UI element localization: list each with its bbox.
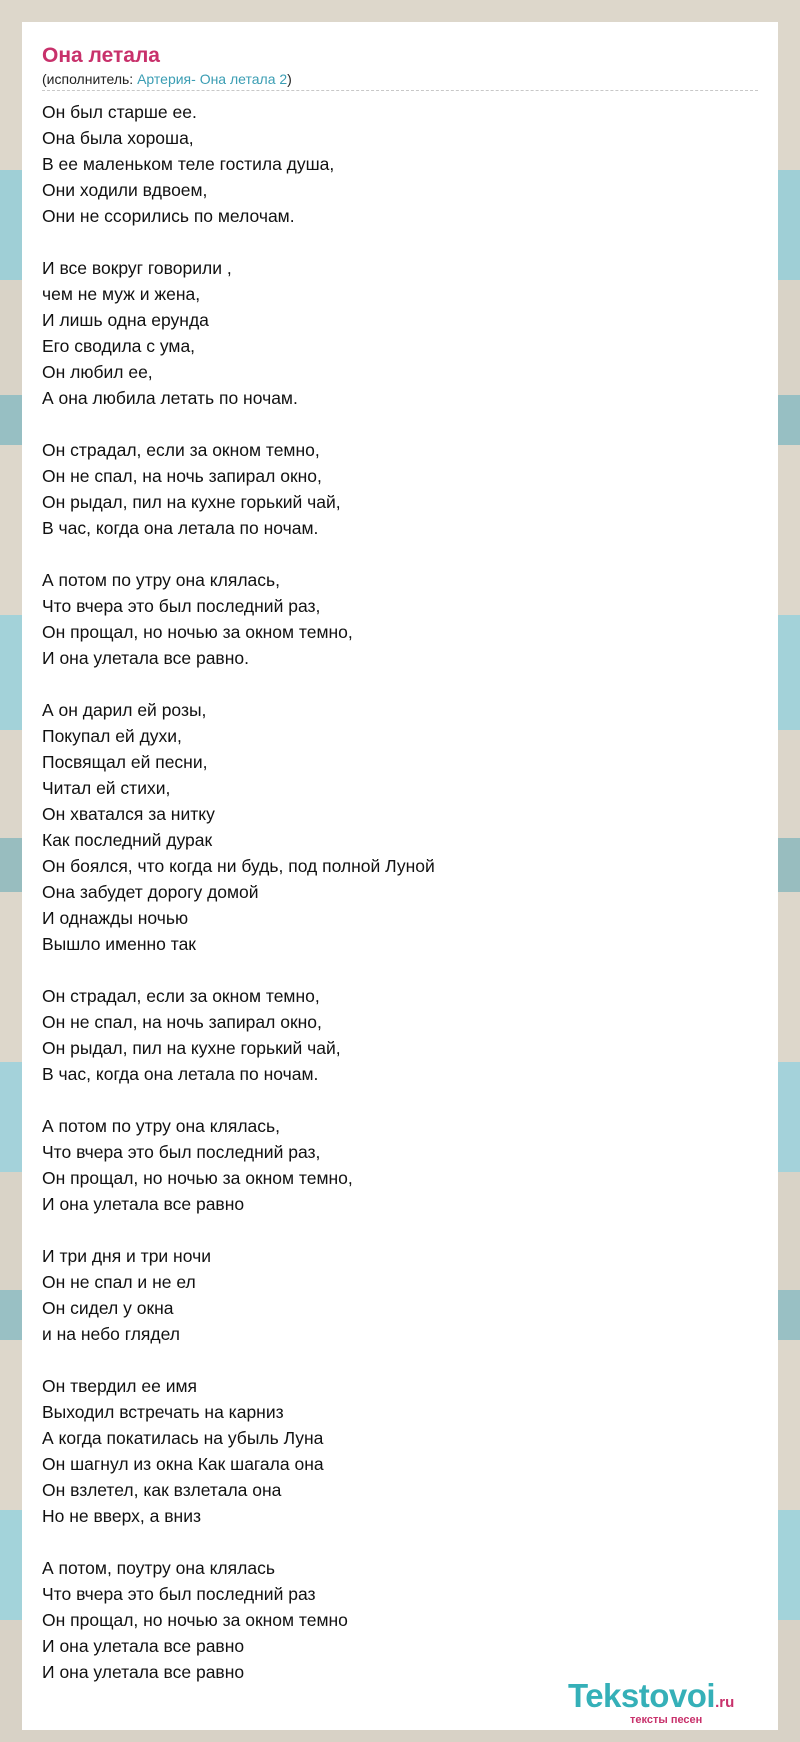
lyrics-line: И все вокруг говорили , xyxy=(42,258,232,278)
lyrics-line: И она улетала все равно xyxy=(42,1636,245,1656)
lyrics-line: Он боялся, что когда ни будь, под полной Луной xyxy=(42,856,435,876)
lyrics-line: И она улетала все равно. xyxy=(42,648,249,668)
lyrics-line: Он прощал, но ночью за окном темно, xyxy=(42,622,353,642)
performer-suffix: ) xyxy=(287,71,292,87)
lyrics-line: Он прощал, но ночью за окном темно, xyxy=(42,1168,353,1188)
logo-brand-text: Tekstovoi xyxy=(568,1677,716,1714)
lyrics-line: Он страдал, если за окном темно, xyxy=(42,986,320,1006)
lyrics-line: Покупал ей духи, xyxy=(42,726,182,746)
lyrics-line: Он рыдал, пил на кухне горький чай, xyxy=(42,492,341,512)
lyrics-line: Она была хороша, xyxy=(42,128,194,148)
song-title: Она летала xyxy=(42,44,160,67)
performer-line xyxy=(42,70,758,88)
lyrics-line: Они не ссорились по мелочам. xyxy=(42,206,295,226)
lyrics-stanza xyxy=(42,99,758,229)
lyrics-line: Он прощал, но ночью за окном темно xyxy=(42,1610,348,1630)
lyrics-line: Он хватался за нитку xyxy=(42,804,215,824)
lyrics-line: Он твердил ее имя xyxy=(42,1376,197,1396)
lyrics-line: Что вчера это был последний раз, xyxy=(42,1142,321,1162)
lyrics-stanza xyxy=(42,697,758,957)
lyrics-stanza xyxy=(42,437,758,541)
lyrics-line: И она улетала все равно xyxy=(42,1194,245,1214)
lyrics-line: Как последний дурак xyxy=(42,830,213,850)
lyrics-card xyxy=(22,22,778,1730)
lyrics-line: И три дня и три ночи xyxy=(42,1246,211,1266)
performer-link[interactable]: Артерия- Она летала 2 xyxy=(137,71,288,87)
lyrics-line: Он любил ее, xyxy=(42,362,153,382)
lyrics-body xyxy=(42,99,758,1685)
performer-prefix: (исполнитель: xyxy=(42,71,138,87)
lyrics-line: Она забудет дорогу домой xyxy=(42,882,259,902)
lyrics-line: Он не спал, на ночь запирал окно, xyxy=(42,466,322,486)
lyrics-line: А потом по утру она клялась, xyxy=(42,1116,280,1136)
lyrics-stanza xyxy=(42,983,758,1087)
lyrics-line: И однажды ночью xyxy=(42,908,189,928)
lyrics-line: Его сводила с ума, xyxy=(42,336,196,356)
lyrics-line: А потом по утру она клялась, xyxy=(42,570,280,590)
lyrics-line: А она любила летать по ночам. xyxy=(42,388,298,408)
lyrics-line: Он не спал, на ночь запирал окно, xyxy=(42,1012,322,1032)
lyrics-line: И она улетала все равно xyxy=(42,1662,245,1682)
lyrics-stanza xyxy=(42,255,758,411)
lyrics-line: Он сидел у окна xyxy=(42,1298,174,1318)
lyrics-line: И лишь одна ерунда xyxy=(42,310,209,330)
logo-tld: .ru xyxy=(715,1694,735,1711)
lyrics-line: чем не муж и жена, xyxy=(42,284,201,304)
lyrics-line: В час, когда она летала по ночам. xyxy=(42,1064,319,1084)
lyrics-line: Что вчера это был последний раз, xyxy=(42,596,321,616)
lyrics-line: Он был старше ее. xyxy=(42,102,197,122)
lyrics-line: А он дарил ей розы, xyxy=(42,700,207,720)
lyrics-line: А когда покатилась на убыль Луна xyxy=(42,1428,324,1448)
site-logo[interactable] xyxy=(568,1676,778,1726)
lyrics-line: Он не спал и не ел xyxy=(42,1272,196,1292)
lyrics-line: Он шагнул из окна Как шагала она xyxy=(42,1454,324,1474)
lyrics-line: и на небо глядел xyxy=(42,1324,180,1344)
lyrics-line: Посвящал ей песни, xyxy=(42,752,208,772)
lyrics-stanza xyxy=(42,1243,758,1347)
lyrics-line: Читал ей стихи, xyxy=(42,778,171,798)
lyrics-line: Он взлетел, как взлетала она xyxy=(42,1480,282,1500)
lyrics-stanza xyxy=(42,1113,758,1217)
lyrics-line: Выходил встречать на карниз xyxy=(42,1402,284,1422)
logo-tagline: тексты песен xyxy=(630,1714,703,1726)
lyrics-line: Они ходили вдвоем, xyxy=(42,180,208,200)
lyrics-stanza xyxy=(42,1373,758,1529)
lyrics-line: Он рыдал, пил на кухне горький чай, xyxy=(42,1038,341,1058)
lyrics-line: Но не вверх, а вниз xyxy=(42,1506,201,1526)
lyrics-line: Вышло именно так xyxy=(42,934,196,954)
header-divider xyxy=(42,90,758,91)
lyrics-line: А потом, поутру она клялась xyxy=(42,1558,275,1578)
lyrics-stanza xyxy=(42,567,758,671)
lyrics-stanza xyxy=(42,1555,758,1685)
lyrics-line: В час, когда она летала по ночам. xyxy=(42,518,319,538)
lyrics-line: В ее маленьком теле гостила душа, xyxy=(42,154,335,174)
lyrics-line: Он страдал, если за окном темно, xyxy=(42,440,320,460)
lyrics-line: Что вчера это был последний раз xyxy=(42,1584,316,1604)
